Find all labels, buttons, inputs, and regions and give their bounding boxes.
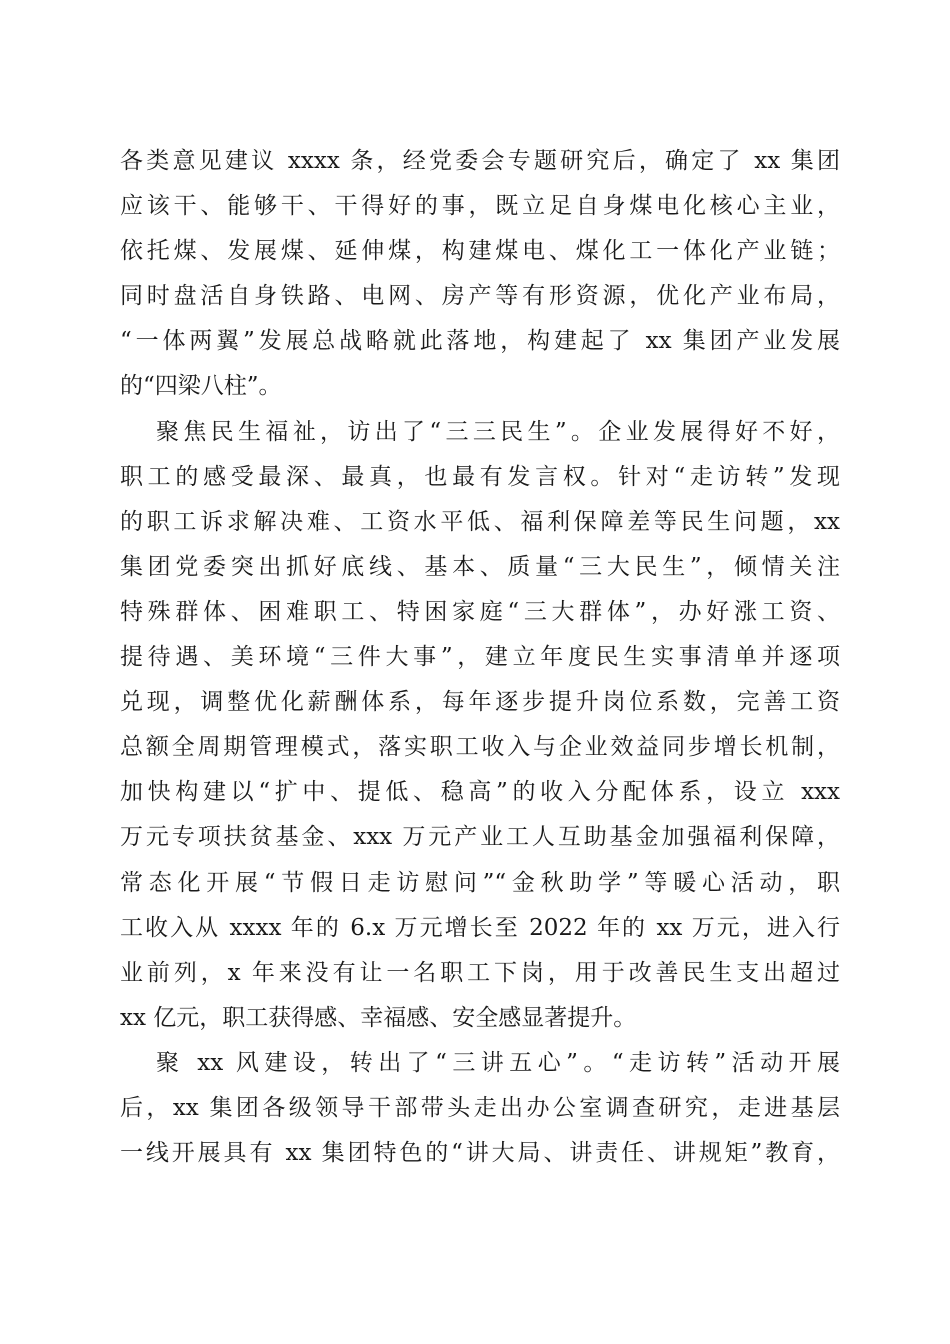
text-line: 应该干、能够干、干得好的事，既立足自身煤电化核心主业， — [120, 193, 840, 220]
text-line: 兑现，调整优化薪酬体系，每年逐步提升岗位系数，完善工资 — [120, 689, 840, 716]
document-body — [120, 139, 840, 1176]
paragraph-industry-layout — [120, 139, 840, 410]
text-line: 同时盘活自身铁路、电网、房产等有形资源，优化产业布局， — [120, 283, 840, 310]
text-line: 的职工诉求解决难、工资水平低、福利保障差等民生问题，xx — [120, 508, 840, 535]
text-line: 总额全周期管理模式，落实职工收入与企业效益同步增长机制， — [120, 734, 840, 761]
text-line: 的“四梁八柱”。 — [120, 373, 282, 400]
text-line: 一线开展具有 xx 集团特色的“讲大局、讲责任、讲规矩”教育， — [120, 1140, 840, 1167]
text-line: 聚 xx 风建设，转出了“三讲五心”。“走访转”活动开展 — [156, 1049, 840, 1076]
text-line: 万元专项扶贫基金、xxx 万元产业工人互助基金加强福利保障， — [120, 824, 840, 851]
text-line: 依托煤、发展煤、延伸煤，构建煤电、煤化工一体化产业链； — [120, 238, 840, 265]
text-line: “一体两翼”发展总战略就此落地，构建起了 xx 集团产业发展 — [120, 328, 840, 355]
text-line: 聚焦民生福祉，访出了“三三民生”。企业发展得好不好， — [156, 418, 840, 445]
paragraph-work-style — [120, 1041, 840, 1176]
text-line: 加快构建以“扩中、提低、稳高”的收入分配体系，设立 xxx — [120, 779, 840, 806]
paragraph-livelihood — [120, 410, 840, 1041]
text-line: 后，xx 集团各级领导干部带头走出办公室调查研究，走进基层 — [120, 1094, 840, 1121]
text-line: 特殊群体、困难职工、特困家庭“三大群体”，办好涨工资、 — [120, 598, 840, 625]
text-line: 常态化开展“节假日走访慰问”“金秋助学”等暖心活动，职 — [120, 869, 840, 896]
text-line: 业前列，x 年来没有让一名职工下岗，用于改善民生支出超过 — [120, 959, 840, 986]
text-line: 各类意见建议 xxxx 条，经党委会专题研究后，确定了 xx 集团 — [120, 148, 840, 174]
text-line: 职工的感受最深、最真，也最有发言权。针对“走访转”发现 — [120, 463, 840, 490]
text-line: xx 亿元，职工获得感、幸福感、安全感显著提升。 — [120, 1004, 637, 1031]
text-line: 工收入从 xxxx 年的 6.x 万元增长至 2022 年的 xx 万元，进入行 — [120, 914, 840, 941]
text-line: 提待遇、美环境“三件大事”，建立年度民生实事清单并逐项 — [120, 644, 840, 671]
text-line: 集团党委突出抓好底线、基本、质量“三大民生”，倾情关注 — [120, 553, 840, 580]
